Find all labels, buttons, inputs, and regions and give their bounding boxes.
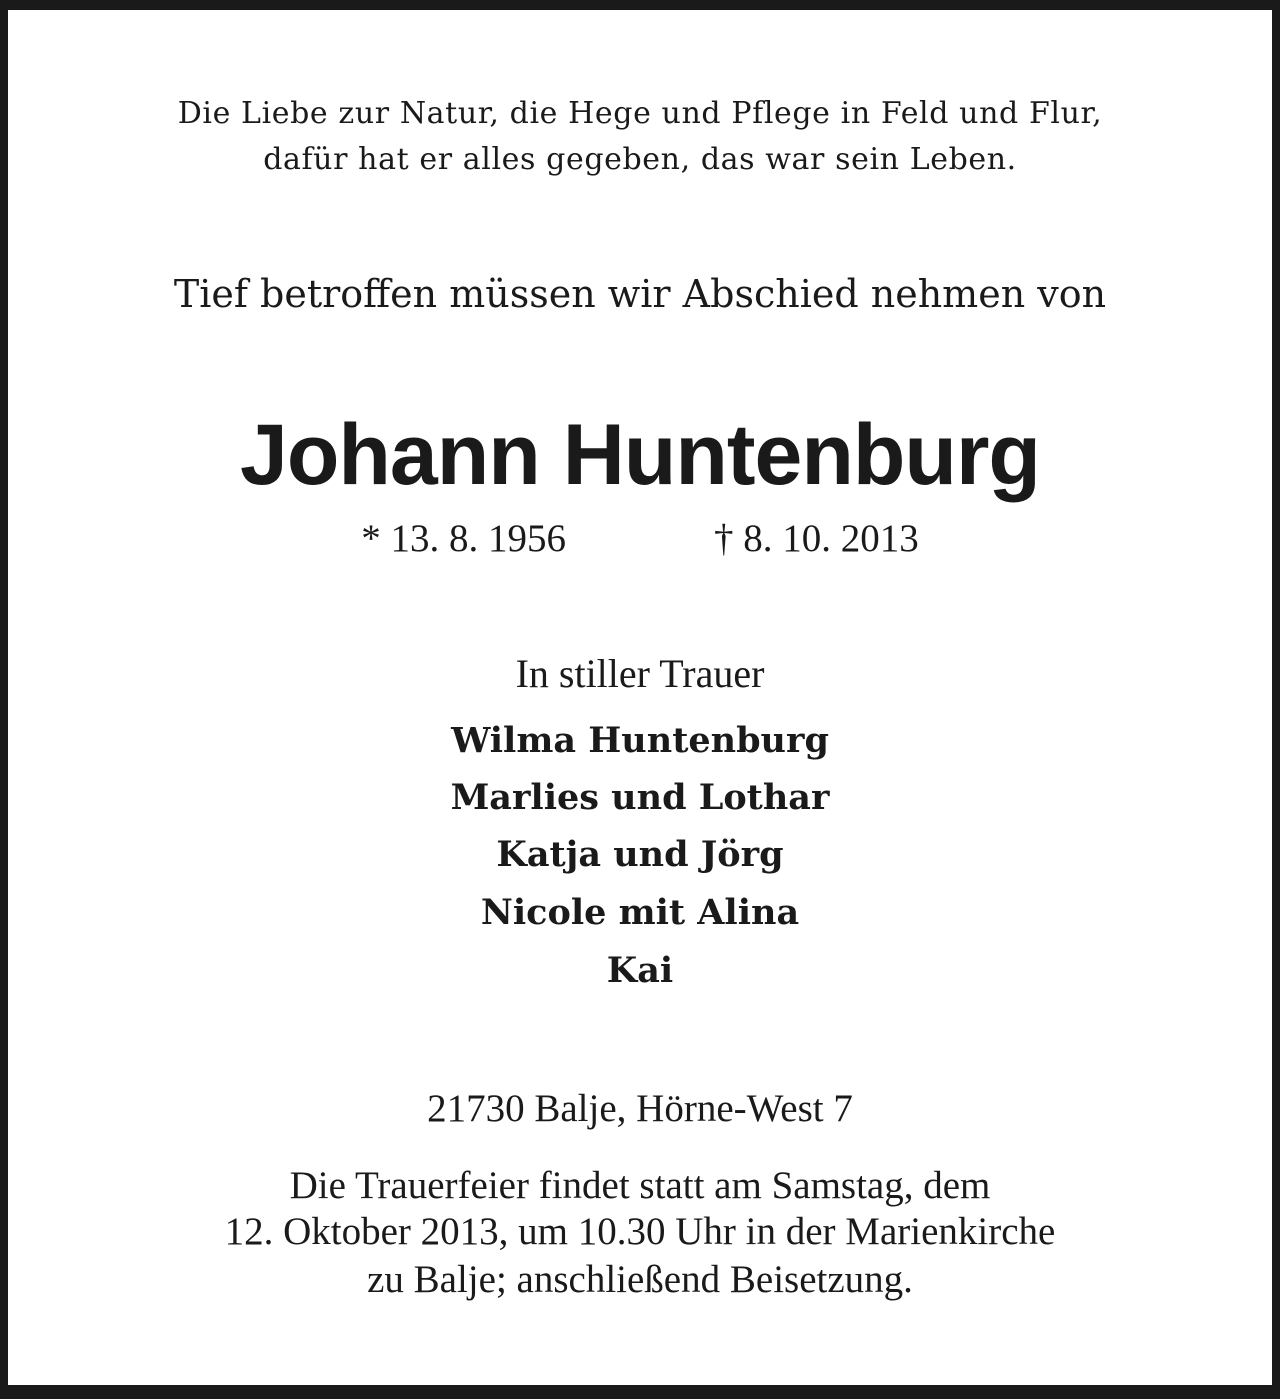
deceased-name: Johann Huntenburg: [240, 407, 1040, 503]
mourner-name: Katja und Jörg: [496, 834, 784, 875]
service-line-2: 12. Oktober 2013, um 10.30 Uhr in der Marienkirche: [224, 1210, 1056, 1253]
intro-text: Tief betroffen müssen wir Abschied nehmen von: [173, 272, 1107, 316]
life-dates: [0, 516, 1280, 561]
address: 21730 Balje, Hörne-West 7: [427, 1087, 853, 1130]
death-date: † 8. 10. 2013: [714, 517, 919, 560]
service-line-3: zu Balje; anschließend Beisetzung.: [367, 1258, 913, 1301]
birth-date: * 13. 8. 1956: [361, 517, 566, 560]
mourner-name: Nicole mit Alina: [480, 892, 800, 933]
mourner-name: Kai: [606, 950, 674, 991]
service-line-1: Die Trauerfeier findet statt am Samstag, dem: [289, 1164, 991, 1207]
mourner-name: Marlies und Lothar: [450, 777, 830, 818]
motto-line-2: dafür hat er alles gegeben, das war sein Leben.: [263, 142, 1017, 177]
mourner-name: Wilma Huntenburg: [451, 720, 829, 761]
motto-line-1: Die Liebe zur Natur, die Hege und Pflege in Feld und Flur,: [177, 96, 1103, 131]
mourning-heading: In stiller Trauer: [515, 651, 765, 696]
